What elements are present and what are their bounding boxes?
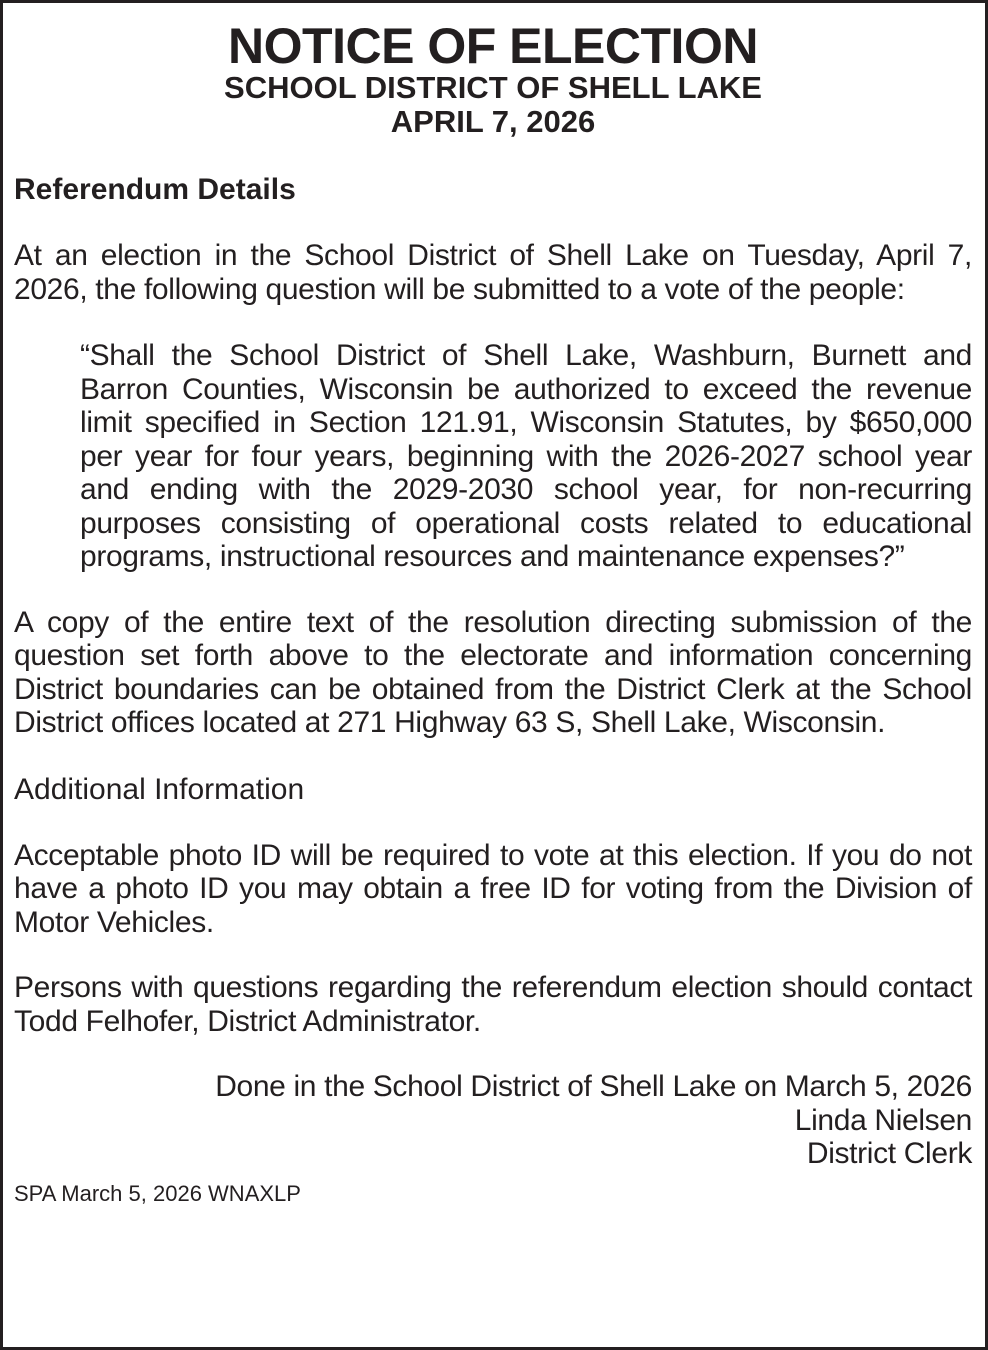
- notice-title: NOTICE OF ELECTION: [228, 18, 758, 74]
- referendum-details-heading: Referendum Details: [14, 173, 296, 206]
- resolution-copy-paragraph: A copy of the entire text of the resolution directing submission of the question set forth above to the electorate and information concerning District boundaries can be obtained from the District Clerk at the School District offices located at 271 Highway 63 S, Shell Lake, Wisconsin.: [14, 605, 972, 739]
- signature-block: [14, 1070, 972, 1171]
- additional-information-heading: Additional Information: [14, 772, 305, 806]
- publication-reference: SPA March 5, 2026 WNAXLP: [14, 1180, 301, 1206]
- photo-id-paragraph: Acceptable photo ID will be required to vote at this election. If you do not have a photo ID you may obtain a free ID for voting from the Division of Motor Vehicles.: [14, 838, 972, 939]
- district-name: SCHOOL DISTRICT OF SHELL LAKE: [224, 70, 762, 105]
- clerk-title: District Clerk: [806, 1137, 972, 1170]
- election-date: APRIL 7, 2026: [390, 104, 596, 139]
- election-intro-paragraph: At an election in the School District of Shell Lake on Tuesday, April 7, 2026, the following question will be submitted to a vote of the people:: [14, 239, 972, 306]
- done-line: Done in the School District of Shell Lake on March 5, 2026: [215, 1070, 972, 1103]
- referendum-question: “Shall the School District of Shell Lake, Washburn, Burnett and Barron Counties, Wisconsin be authorized to exceed the revenue limit specified in Section 121.91, Wisconsin Statutes, by $650,000 per year for four years, beginning with the 2026-2027 school year and ending with the 2029-2030 school year, for non-recurring purposes consisting of operational costs related to educational programs, instructional resources and maintenance expenses?”: [80, 339, 972, 573]
- contact-paragraph: Persons with questions regarding the referendum election should contact Todd Felhofer, District Administrator.: [14, 971, 972, 1038]
- clerk-name: Linda Nielsen: [794, 1103, 972, 1137]
